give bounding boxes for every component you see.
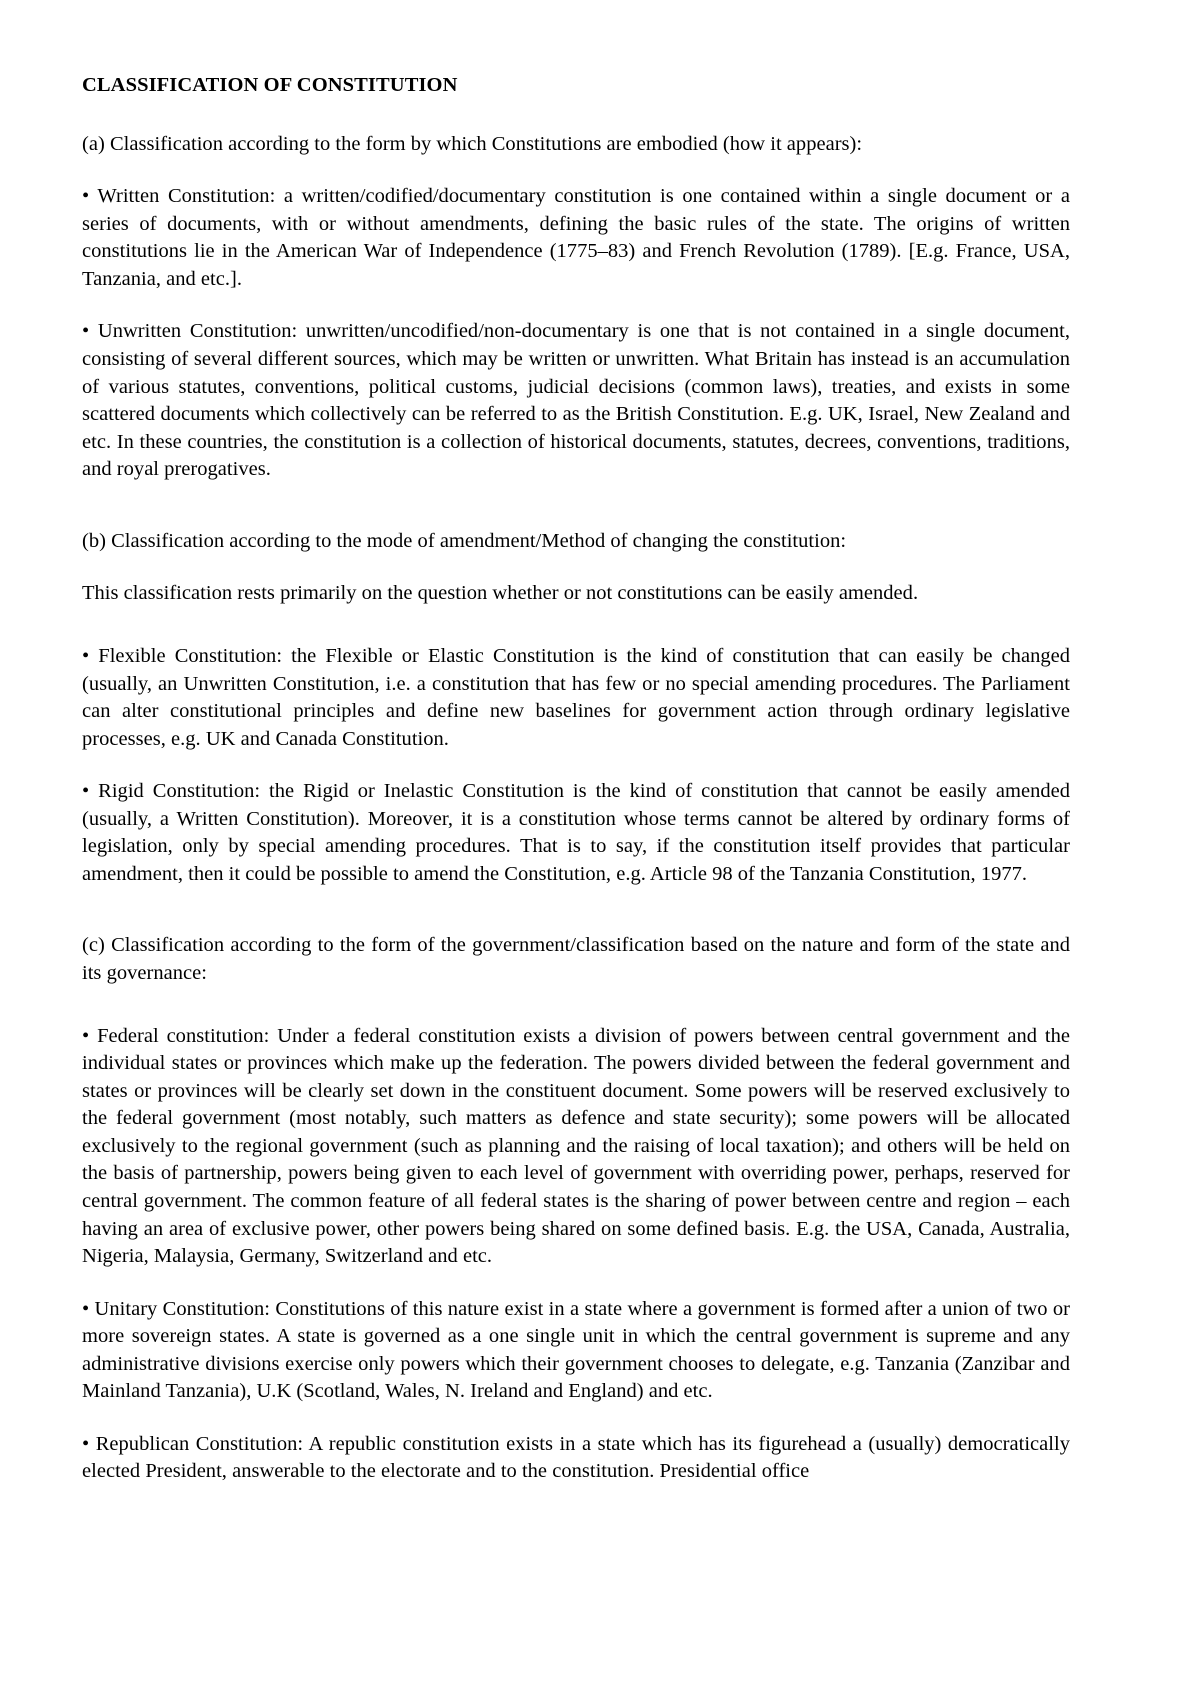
section-c-heading: (c) Classification according to the form of the government/classification based on the nature and form of the state and its governance: bbox=[82, 934, 1070, 985]
paragraph-unwritten-constitution: • Unwritten Constitution: unwritten/uncodified/non-documentary is one that is not contained in a single document, consisting of several different sources, which may be written or unwritten. What Britain has instead is an accumulation of various statutes, conventions, political customs, judicial decisions (common laws), treaties, and exists in some scattered documents which collectively can be referred to as the British Constitution. E.g. UK, Israel, New Zealand and etc. In these countries, the constitution is a collection of historical documents, statutes, decrees, conventions, traditions, and royal prerogatives. bbox=[82, 320, 1070, 481]
paragraph-rigid-constitution: • Rigid Constitution: the Rigid or Inelastic Constitution is the kind of constitution that cannot be easily amended (usually, a Written Constitution). Moreover, it is a constitution whose terms cannot be altered by ordinary forms of legislation, only by special amending procedures. That is to say, if the constitution itself provides that particular amendment, then it could be possible to amend the Constitution, e.g. Article 98 of the Tanzania Constitution, 1977. bbox=[82, 780, 1070, 885]
section-b-heading: (b) Classification according to the mode of amendment/Method of changing the constitution: bbox=[82, 529, 847, 552]
section-a-heading: (a) Classification according to the form by which Constitutions are embodied (how it appears): bbox=[82, 132, 863, 155]
paragraph-federal-constitution: • Federal constitution: Under a federal constitution exists a division of powers between central government and the individual states or provinces which make up the federation. The powers divided between the federal government and states or provinces will be clearly set down in the constituent document. Some powers will be reserved exclusively to the federal government (most notably, such matters as defence and state security); some powers will be allocated exclusively to the regional government (such as planning and the raising of local taxation); and others will be held on the basis of partnership, powers being given to each level of government with overriding power, perhaps, reserved for central government. The common feature of all federal states is the sharing of power between centre and region – each having an area of exclusive power, other powers being shared on some defined basis. E.g. the USA, Canada, Australia, Nigeria, Malaysia, Germany, Switzerland and etc. bbox=[82, 1024, 1070, 1268]
page-title: CLASSIFICATION OF CONSTITUTION bbox=[82, 74, 458, 96]
paragraph-flexible-constitution: • Flexible Constitution: the Flexible or Elastic Constitution is the kind of constitution that can easily be changed (usually, an Unwritten Constitution, i.e. a constitution that has few or no special amending procedures. The Parliament can alter constitutional principles and define new baselines for government action through ordinary legislative processes, e.g. UK and Canada Constitution. bbox=[82, 644, 1070, 750]
paragraph-section-b-intro: This classification rests primarily on the question whether or not constitutions can be easily amended. bbox=[82, 582, 919, 605]
paragraph-unitary-constitution: • Unitary Constitution: Constitutions of this nature exist in a state where a government is formed after a union of two or more sovereign states. A state is governed as a one single unit in which the central government is supreme and any administrative divisions exercise only powers which their government chooses to delegate, e.g. Tanzania (Zanzibar and Mainland Tanzania), U.K (Scotland, Wales, N. Ireland and England) and etc. bbox=[82, 1297, 1070, 1403]
document-body bbox=[82, 72, 1070, 1486]
paragraph-written-constitution: • Written Constitution: a written/codified/documentary constitution is one contained within a single document or a series of documents, with or without amendments, defining the basic rules of the state. The origins of written constitutions lie in the American War of Independence (1775–83) and French Revolution (1789). [E.g. France, USA, Tanzania, and etc.]. bbox=[82, 185, 1070, 290]
paragraph-republican-constitution: • Republican Constitution: A republic constitution exists in a state which has its figurehead a (usually) democratically elected President, answerable to the electorate and to the constitution. Presidential office bbox=[82, 1432, 1070, 1483]
